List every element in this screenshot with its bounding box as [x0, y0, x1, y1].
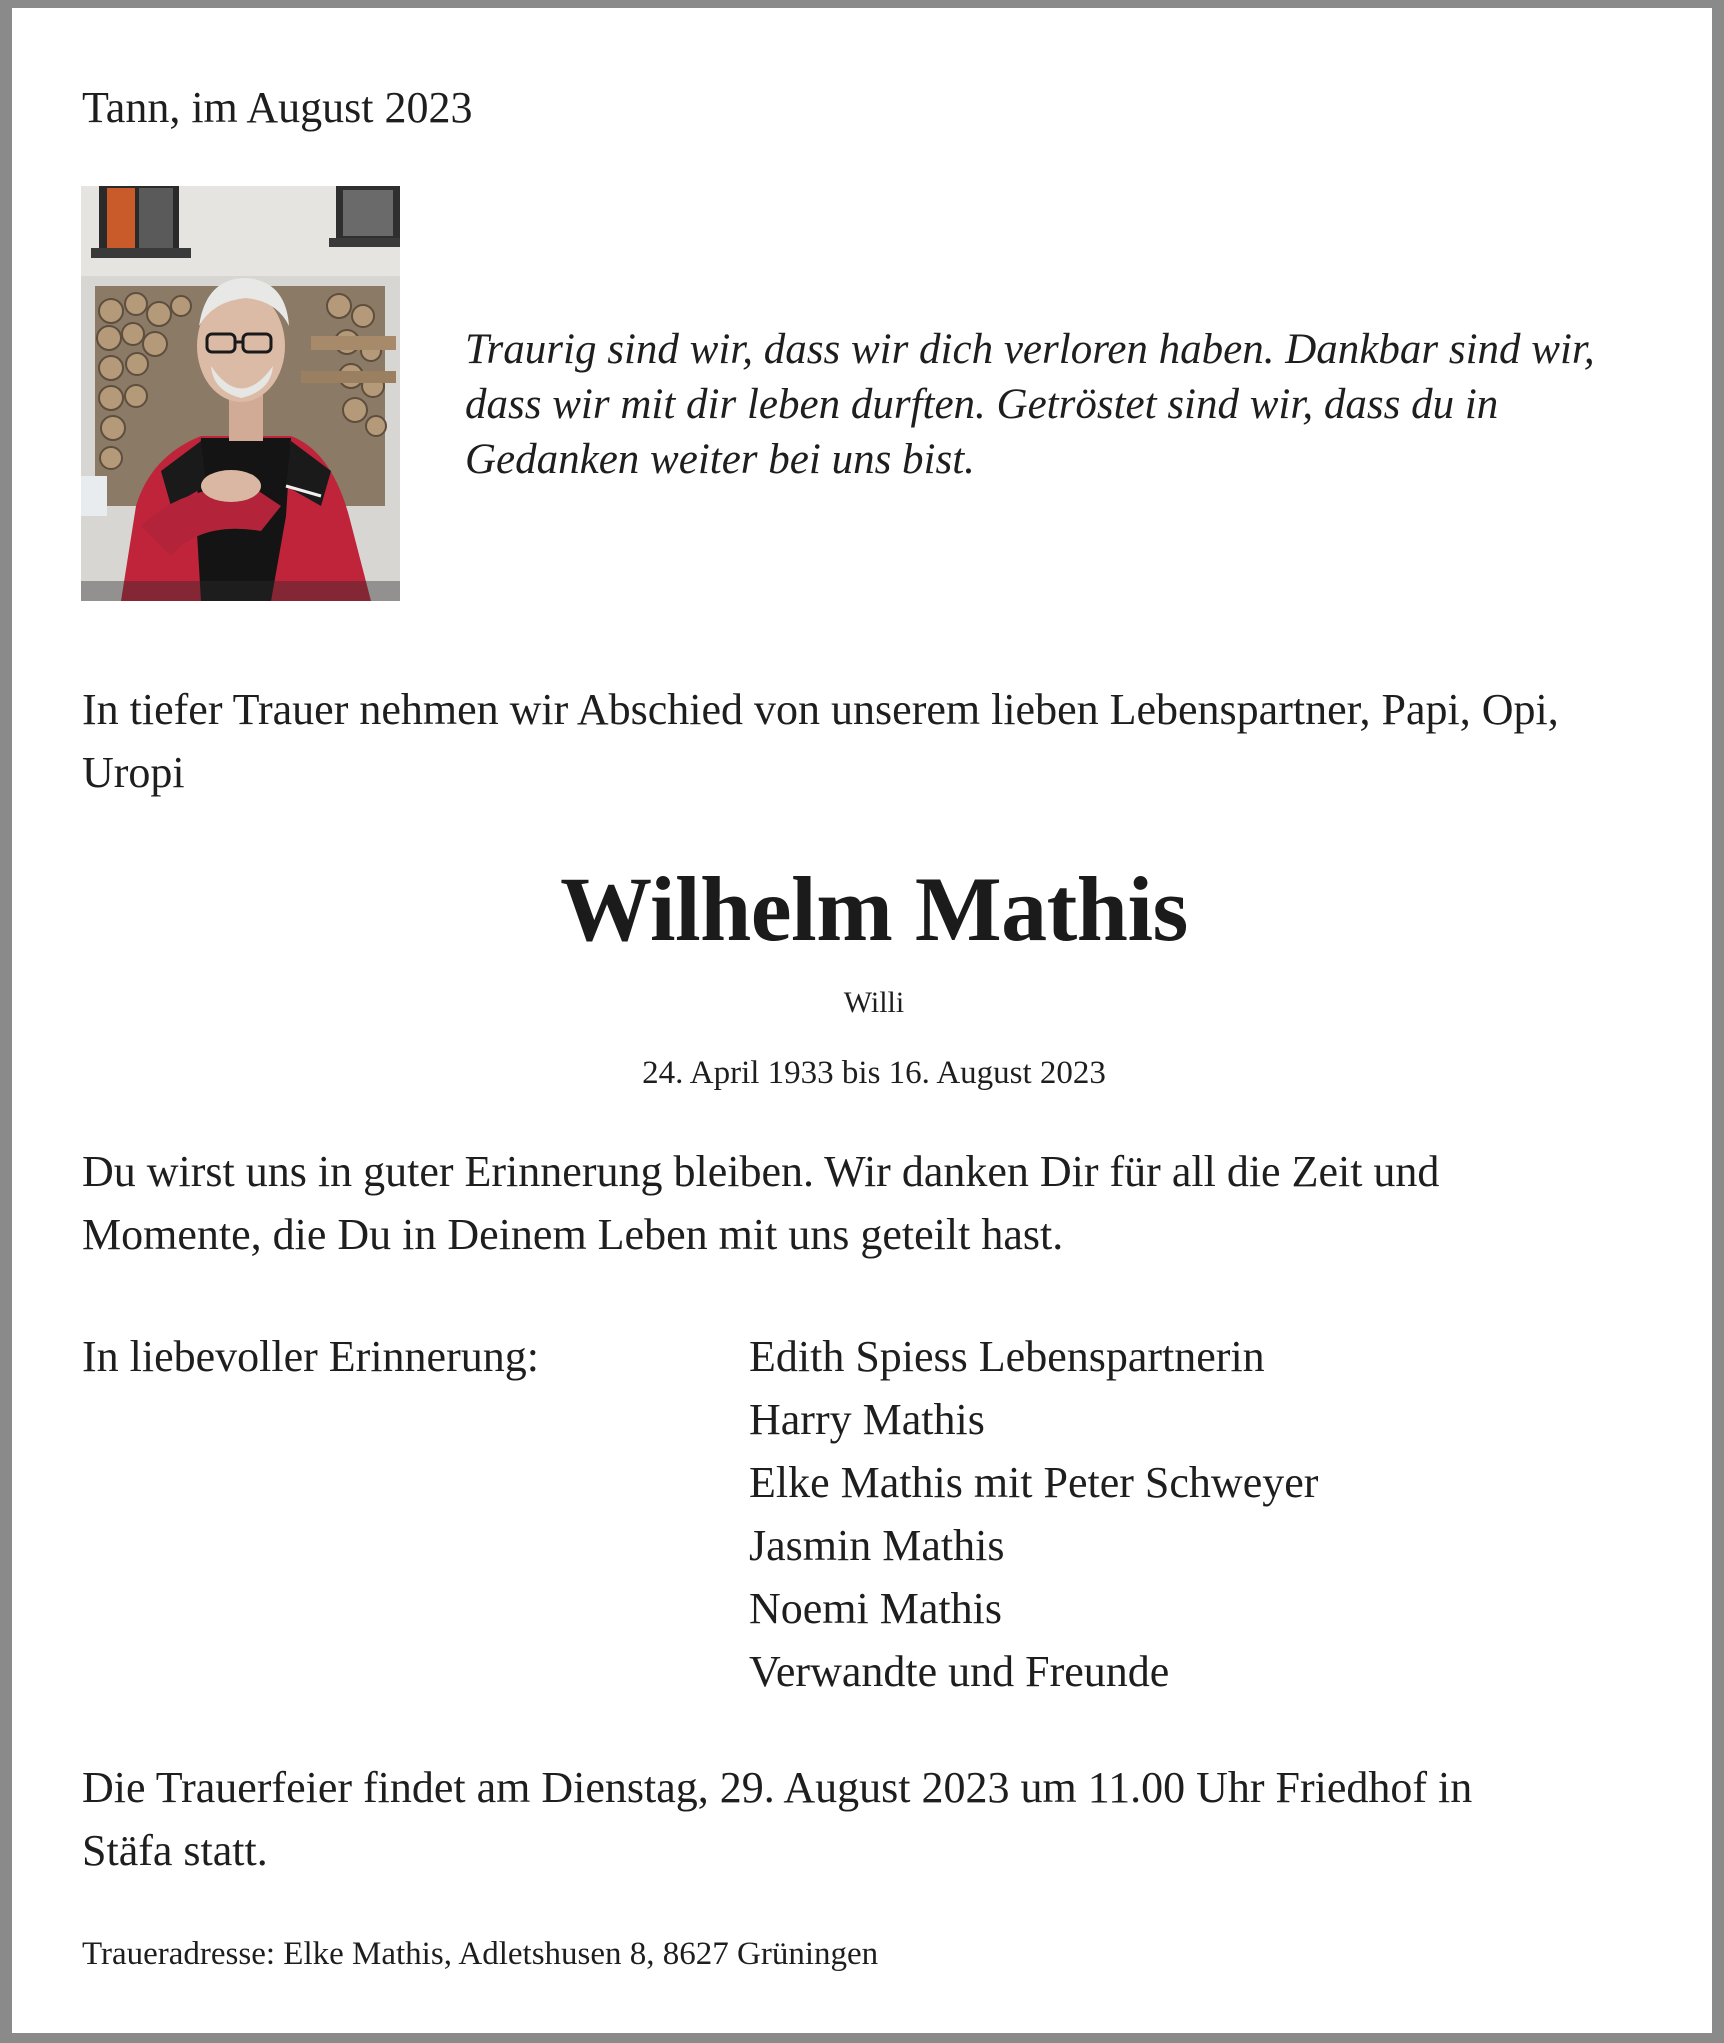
- mourners-label: In liebevoller Erinnerung:: [82, 1332, 539, 1381]
- mourner-name: Edith Spiess Lebenspartnerin: [749, 1332, 1265, 1381]
- intro-text: [82, 678, 1682, 804]
- motto-line: Traurig sind wir, dass wir dich verloren haben. Dankbar sind wir,: [465, 326, 1595, 373]
- mourner-name: Elke Mathis mit Peter Schweyer: [749, 1458, 1319, 1507]
- mourner-name: Harry Mathis: [749, 1395, 985, 1444]
- service-line: Die Trauerfeier findet am Dienstag, 29. August 2023 um 11.00 Uhr Friedhof in: [82, 1763, 1473, 1812]
- motto-line: Gedanken weiter bei uns bist.: [465, 436, 975, 483]
- intro-line: Uropi: [82, 748, 185, 797]
- portrait-image: [81, 186, 400, 601]
- mourner-name: Verwandte und Freunde: [749, 1647, 1170, 1696]
- remembrance-line: Momente, die Du in Deinem Leben mit uns geteilt hast.: [82, 1210, 1064, 1259]
- mourners-list: [749, 1325, 1318, 1703]
- service-info: [82, 1756, 1682, 1882]
- deceased-name: Wilhelm Mathis: [560, 858, 1188, 960]
- motto-quote: [465, 322, 1685, 487]
- mourner-name: Noemi Mathis: [749, 1584, 1002, 1633]
- mourner-name: Jasmin Mathis: [749, 1521, 1005, 1570]
- motto-line: dass wir mit dir leben durften. Getröstet sind wir, dass du in: [465, 381, 1499, 428]
- intro-line: In tiefer Trauer nehmen wir Abschied von unserem lieben Lebenspartner, Papi, Opi,: [82, 685, 1559, 734]
- mourning-address: Traueradresse: Elke Mathis, Adletshusen 8, 8627 Grüningen: [82, 1936, 879, 1972]
- deceased-nickname: Willi: [843, 986, 905, 1019]
- remembrance-line: Du wirst uns in guter Erinnerung bleiben. Wir danken Dir für all die Zeit und: [82, 1147, 1440, 1196]
- service-line: Stäfa statt.: [82, 1826, 268, 1875]
- place-date: Tann, im August 2023: [82, 83, 473, 132]
- remembrance-text: [82, 1140, 1682, 1266]
- portrait-photo: [81, 186, 400, 601]
- life-dates: 24. April 1933 bis 16. August 2023: [642, 1055, 1106, 1091]
